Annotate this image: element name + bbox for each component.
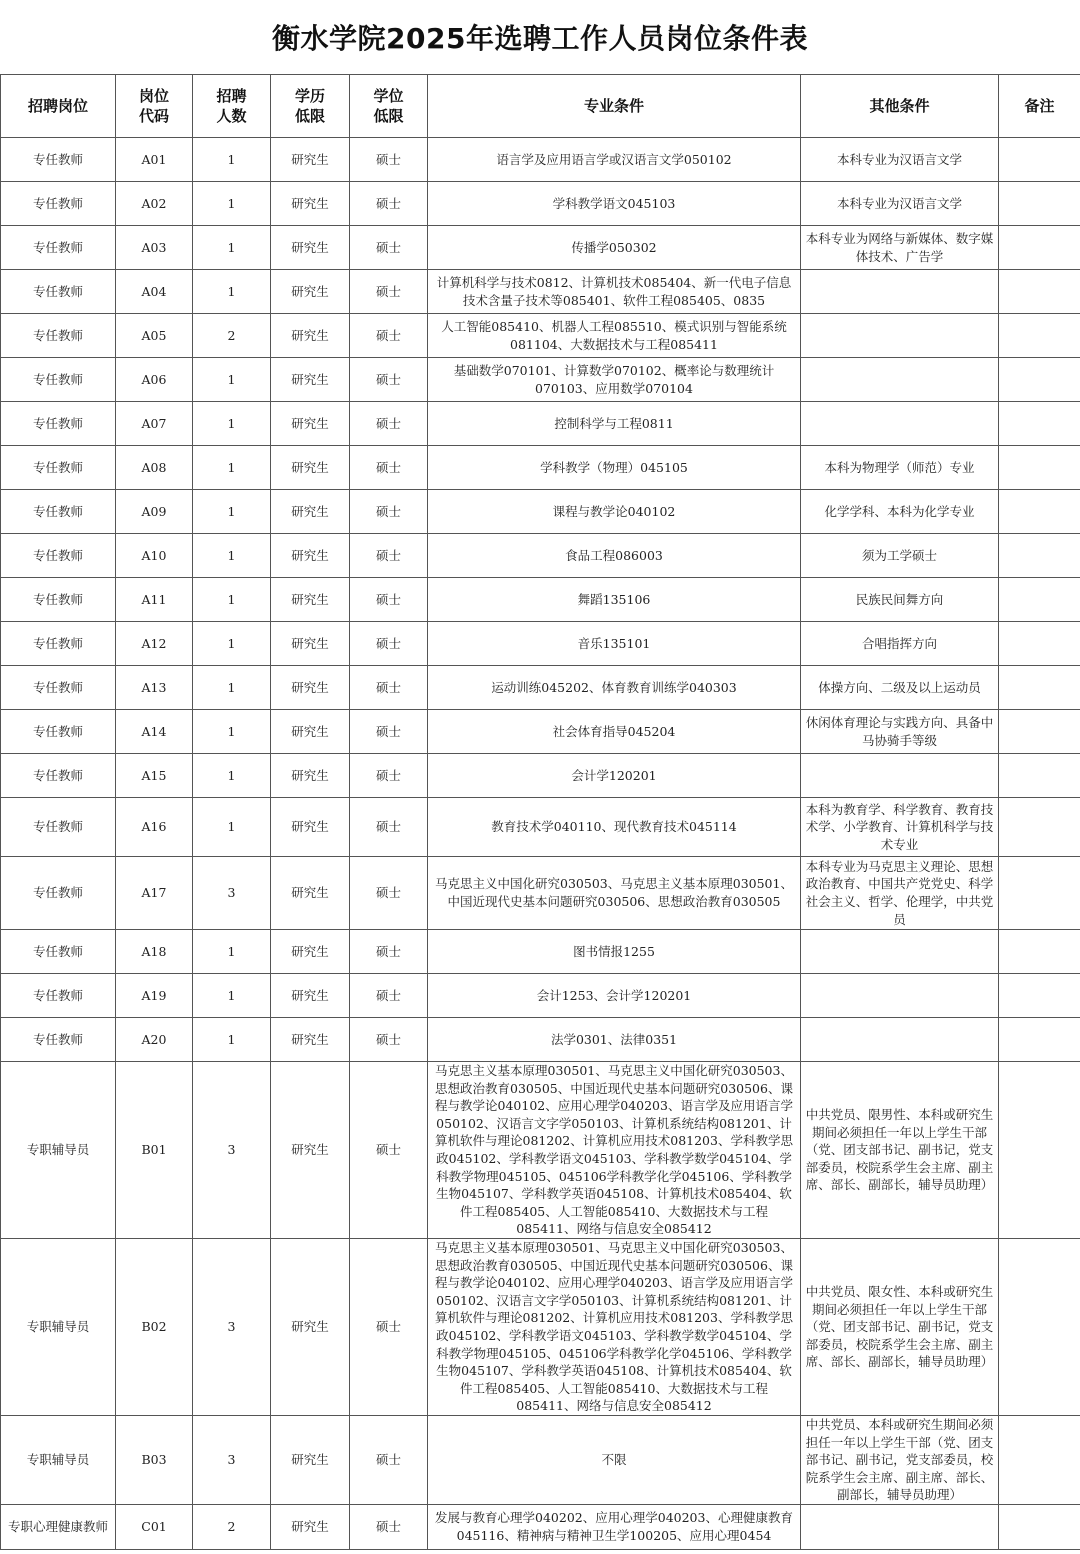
page-title: 衡水学院2025年选聘工作人员岗位条件表	[272, 22, 808, 55]
cell-remarks	[999, 666, 1080, 710]
cell-education: 研究生	[271, 358, 350, 402]
table-row	[1, 138, 1080, 182]
cell-position: 专任教师	[1, 930, 116, 974]
cell-other	[801, 1018, 999, 1062]
cell-code: A15	[116, 754, 193, 798]
cell-position: 专职辅导员	[1, 1416, 116, 1505]
cell-code: A03	[116, 226, 193, 270]
cell-position: 专任教师	[1, 402, 116, 446]
cell-education: 研究生	[271, 930, 350, 974]
cell-education: 研究生	[271, 754, 350, 798]
cell-major: 学科教学（物理）045105	[428, 446, 801, 490]
cell-major: 马克思主义基本原理030501、马克思主义中国化研究030503、思想政治教育030505、中国近现代史基本问题研究030506、课程与教学论040102、应用心理学040203、语言学及应用语言学050102、汉语言文字学050103、计算机系统结构081201、计算机软件与理论081202、计算机应用技术081203、学科教学思政045102、学科教学语文045103、学科教学数学045104、学科教学物理045105、045106学科教学化学045106、学科教学生物045107、学科教学英语045108、计算机技术085404、软件工程085405、人工智能085410、大数据技术与工程085411、网络与信息安全085412	[428, 1062, 801, 1239]
cell-count: 1	[193, 754, 271, 798]
cell-count: 1	[193, 974, 271, 1018]
table-row	[1, 314, 1080, 358]
cell-major: 传播学050302	[428, 226, 801, 270]
cell-education: 研究生	[271, 1239, 350, 1416]
cell-count: 1	[193, 798, 271, 857]
cell-position: 专任教师	[1, 666, 116, 710]
cell-major: 运动训练045202、体育教育训练学040303	[428, 666, 801, 710]
table-row	[1, 930, 1080, 974]
table-row	[1, 974, 1080, 1018]
cell-education: 研究生	[271, 798, 350, 857]
cell-remarks	[999, 402, 1080, 446]
cell-code: A17	[116, 857, 193, 930]
cell-other: 休闲体育理论与实践方向、具备中马协骑手等级	[801, 710, 999, 754]
cell-position: 专任教师	[1, 534, 116, 578]
cell-remarks	[999, 1062, 1080, 1239]
table-row	[1, 358, 1080, 402]
table-row	[1, 1018, 1080, 1062]
cell-remarks	[999, 857, 1080, 930]
cell-other: 本科专业为汉语言文学	[801, 182, 999, 226]
cell-remarks	[999, 798, 1080, 857]
cell-code: A09	[116, 490, 193, 534]
cell-degree: 硕士	[350, 622, 428, 666]
cell-count: 1	[193, 402, 271, 446]
cell-position: 专职辅导员	[1, 1062, 116, 1239]
cell-education: 研究生	[271, 578, 350, 622]
cell-count: 2	[193, 314, 271, 358]
cell-count: 3	[193, 857, 271, 930]
cell-major: 会计学120201	[428, 754, 801, 798]
cell-education: 研究生	[271, 1018, 350, 1062]
cell-degree: 硕士	[350, 710, 428, 754]
cell-other: 本科专业为汉语言文学	[801, 138, 999, 182]
cell-count: 1	[193, 930, 271, 974]
cell-education: 研究生	[271, 490, 350, 534]
cell-education: 研究生	[271, 138, 350, 182]
table-row	[1, 798, 1080, 857]
cell-other: 本科为物理学（师范）专业	[801, 446, 999, 490]
table-body	[1, 138, 1080, 1550]
cell-position: 专任教师	[1, 314, 116, 358]
cell-major: 食品工程086003	[428, 534, 801, 578]
cell-other: 民族民间舞方向	[801, 578, 999, 622]
cell-position: 专任教师	[1, 490, 116, 534]
cell-education: 研究生	[271, 666, 350, 710]
table-row	[1, 710, 1080, 754]
cell-remarks	[999, 182, 1080, 226]
cell-remarks	[999, 710, 1080, 754]
cell-degree: 硕士	[350, 1504, 428, 1549]
cell-major: 法学0301、法律0351	[428, 1018, 801, 1062]
cell-education: 研究生	[271, 182, 350, 226]
cell-count: 1	[193, 358, 271, 402]
table-row	[1, 402, 1080, 446]
cell-other: 合唱指挥方向	[801, 622, 999, 666]
cell-degree: 硕士	[350, 857, 428, 930]
cell-degree: 硕士	[350, 226, 428, 270]
cell-education: 研究生	[271, 270, 350, 314]
cell-degree: 硕士	[350, 754, 428, 798]
cell-degree: 硕士	[350, 1062, 428, 1239]
cell-education: 研究生	[271, 534, 350, 578]
table-row	[1, 490, 1080, 534]
cell-code: A20	[116, 1018, 193, 1062]
table-row	[1, 534, 1080, 578]
positions-table	[0, 74, 1080, 1550]
cell-major: 不限	[428, 1416, 801, 1505]
header-row	[1, 75, 1080, 138]
cell-position: 专任教师	[1, 754, 116, 798]
cell-education: 研究生	[271, 857, 350, 930]
cell-code: B02	[116, 1239, 193, 1416]
table-row	[1, 622, 1080, 666]
cell-degree: 硕士	[350, 798, 428, 857]
cell-code: A02	[116, 182, 193, 226]
cell-position: 专任教师	[1, 182, 116, 226]
cell-code: A08	[116, 446, 193, 490]
cell-major: 课程与教学论040102	[428, 490, 801, 534]
cell-remarks	[999, 1018, 1080, 1062]
cell-other	[801, 270, 999, 314]
cell-major: 会计1253、会计学120201	[428, 974, 801, 1018]
cell-degree: 硕士	[350, 666, 428, 710]
header-major: 专业条件	[428, 75, 801, 138]
cell-other: 本科专业为马克思主义理论、思想政治教育、中国共产党党史、科学社会主义、哲学、伦理学，中共党员	[801, 857, 999, 930]
cell-position: 专任教师	[1, 710, 116, 754]
cell-other	[801, 402, 999, 446]
cell-remarks	[999, 930, 1080, 974]
cell-major: 计算机科学与技术0812、计算机技术085404、新一代电子信息技术含量子技术等085401、软件工程085405、0835	[428, 270, 801, 314]
table-row	[1, 1504, 1080, 1549]
cell-code: A10	[116, 534, 193, 578]
cell-other	[801, 754, 999, 798]
cell-code: A19	[116, 974, 193, 1018]
cell-major: 人工智能085410、机器人工程085510、模式识别与智能系统081104、大数据技术与工程085411	[428, 314, 801, 358]
cell-code: C01	[116, 1504, 193, 1549]
table-row	[1, 446, 1080, 490]
cell-education: 研究生	[271, 710, 350, 754]
cell-degree: 硕士	[350, 930, 428, 974]
cell-degree: 硕士	[350, 490, 428, 534]
cell-position: 专任教师	[1, 446, 116, 490]
cell-major: 基础数学070101、计算数学070102、概率论与数理统计070103、应用数学070104	[428, 358, 801, 402]
cell-count: 1	[193, 578, 271, 622]
cell-code: A16	[116, 798, 193, 857]
cell-remarks	[999, 270, 1080, 314]
cell-code: A07	[116, 402, 193, 446]
cell-other	[801, 314, 999, 358]
cell-education: 研究生	[271, 446, 350, 490]
cell-count: 1	[193, 622, 271, 666]
cell-education: 研究生	[271, 974, 350, 1018]
cell-remarks	[999, 578, 1080, 622]
cell-remarks	[999, 138, 1080, 182]
cell-remarks	[999, 974, 1080, 1018]
header-education: 学历 低限	[271, 75, 350, 138]
cell-other	[801, 974, 999, 1018]
header-position: 招聘岗位	[1, 75, 116, 138]
cell-major: 马克思主义中国化研究030503、马克思主义基本原理030501、中国近现代史基本问题研究030506、思想政治教育030505	[428, 857, 801, 930]
cell-education: 研究生	[271, 314, 350, 358]
cell-education: 研究生	[271, 226, 350, 270]
cell-degree: 硕士	[350, 578, 428, 622]
cell-position: 专任教师	[1, 226, 116, 270]
cell-other: 须为工学硕士	[801, 534, 999, 578]
cell-other: 中共党员、本科或研究生期间必须担任一年以上学生干部（党、团支部书记、副书记，党支部委员，校院系学生会主席、副主席、部长、副部长，辅导员助理）	[801, 1416, 999, 1505]
cell-other	[801, 1504, 999, 1549]
table-row	[1, 754, 1080, 798]
cell-position: 专任教师	[1, 622, 116, 666]
table-row	[1, 1239, 1080, 1416]
table-row	[1, 270, 1080, 314]
header-remarks: 备注	[999, 75, 1080, 138]
cell-degree: 硕士	[350, 1239, 428, 1416]
cell-code: B01	[116, 1062, 193, 1239]
cell-code: B03	[116, 1416, 193, 1505]
cell-other: 本科为教育学、科学教育、教育技术学、小学教育、计算机科学与技术专业	[801, 798, 999, 857]
cell-education: 研究生	[271, 402, 350, 446]
cell-major: 发展与教育心理学040202、应用心理学040203、心理健康教育045116、精神病与精神卫生学100205、应用心理0454	[428, 1504, 801, 1549]
cell-position: 专职辅导员	[1, 1239, 116, 1416]
cell-major: 图书情报1255	[428, 930, 801, 974]
cell-degree: 硕士	[350, 358, 428, 402]
cell-degree: 硕士	[350, 1018, 428, 1062]
cell-major: 教育技术学040110、现代教育技术045114	[428, 798, 801, 857]
cell-major: 舞蹈135106	[428, 578, 801, 622]
cell-other: 化学学科、本科为化学专业	[801, 490, 999, 534]
cell-major: 学科教学语文045103	[428, 182, 801, 226]
cell-degree: 硕士	[350, 314, 428, 358]
cell-remarks	[999, 622, 1080, 666]
cell-education: 研究生	[271, 1504, 350, 1549]
cell-count: 3	[193, 1416, 271, 1505]
cell-code: A18	[116, 930, 193, 974]
cell-count: 1	[193, 182, 271, 226]
cell-count: 3	[193, 1062, 271, 1239]
cell-other: 中共党员、限女性、本科或研究生期间必须担任一年以上学生干部（党、团支部书记、副书记，党支部委员，校院系学生会主席、副主席、部长、副部长，辅导员助理）	[801, 1239, 999, 1416]
cell-count: 2	[193, 1504, 271, 1549]
cell-major: 音乐135101	[428, 622, 801, 666]
cell-code: A14	[116, 710, 193, 754]
cell-code: A11	[116, 578, 193, 622]
cell-other	[801, 930, 999, 974]
cell-remarks	[999, 754, 1080, 798]
cell-degree: 硕士	[350, 974, 428, 1018]
header-other: 其他条件	[801, 75, 999, 138]
header-degree: 学位 低限	[350, 75, 428, 138]
cell-other: 中共党员、限男性、本科或研究生期间必须担任一年以上学生干部（党、团支部书记、副书记，党支部委员，校院系学生会主席、副主席、部长、副部长，辅导员助理）	[801, 1062, 999, 1239]
cell-position: 专任教师	[1, 138, 116, 182]
cell-major: 社会体育指导045204	[428, 710, 801, 754]
cell-education: 研究生	[271, 1416, 350, 1505]
cell-position: 专任教师	[1, 270, 116, 314]
cell-remarks	[999, 1239, 1080, 1416]
cell-position: 专任教师	[1, 358, 116, 402]
cell-position: 专任教师	[1, 798, 116, 857]
cell-degree: 硕士	[350, 402, 428, 446]
cell-count: 3	[193, 1239, 271, 1416]
cell-remarks	[999, 358, 1080, 402]
cell-code: A12	[116, 622, 193, 666]
cell-position: 专职心理健康教师	[1, 1504, 116, 1549]
cell-code: A05	[116, 314, 193, 358]
table-row	[1, 1416, 1080, 1505]
cell-count: 1	[193, 666, 271, 710]
cell-position: 专任教师	[1, 578, 116, 622]
cell-count: 1	[193, 226, 271, 270]
cell-major: 语言学及应用语言学或汉语言文学050102	[428, 138, 801, 182]
cell-education: 研究生	[271, 622, 350, 666]
table-row	[1, 226, 1080, 270]
cell-count: 1	[193, 270, 271, 314]
cell-remarks	[999, 1504, 1080, 1549]
cell-count: 1	[193, 1018, 271, 1062]
cell-remarks	[999, 446, 1080, 490]
cell-remarks	[999, 226, 1080, 270]
cell-count: 1	[193, 138, 271, 182]
cell-degree: 硕士	[350, 182, 428, 226]
table-row	[1, 182, 1080, 226]
cell-other	[801, 358, 999, 402]
cell-remarks	[999, 1416, 1080, 1505]
cell-remarks	[999, 314, 1080, 358]
cell-degree: 硕士	[350, 534, 428, 578]
cell-code: A01	[116, 138, 193, 182]
header-code: 岗位 代码	[116, 75, 193, 138]
cell-position: 专任教师	[1, 1018, 116, 1062]
cell-other: 体操方向、二级及以上运动员	[801, 666, 999, 710]
cell-education: 研究生	[271, 1062, 350, 1239]
cell-position: 专任教师	[1, 857, 116, 930]
cell-count: 1	[193, 490, 271, 534]
header-count: 招聘 人数	[193, 75, 271, 138]
table-row	[1, 578, 1080, 622]
cell-remarks	[999, 490, 1080, 534]
cell-code: A04	[116, 270, 193, 314]
cell-code: A13	[116, 666, 193, 710]
cell-position: 专任教师	[1, 974, 116, 1018]
cell-count: 1	[193, 446, 271, 490]
cell-major: 马克思主义基本原理030501、马克思主义中国化研究030503、思想政治教育030505、中国近现代史基本问题研究030506、课程与教学论040102、应用心理学040203、语言学及应用语言学050102、汉语言文字学050103、计算机系统结构081201、计算机软件与理论081202、计算机应用技术081203、学科教学思政045102、学科教学语文045103、学科教学数学045104、学科教学物理045105、045106学科教学化学045106、学科教学生物045107、学科教学英语045108、计算机技术085404、软件工程085405、人工智能085410、大数据技术与工程085411、网络与信息安全085412	[428, 1239, 801, 1416]
table-row	[1, 857, 1080, 930]
cell-degree: 硕士	[350, 1416, 428, 1505]
cell-remarks	[999, 534, 1080, 578]
cell-count: 1	[193, 710, 271, 754]
cell-degree: 硕士	[350, 446, 428, 490]
cell-code: A06	[116, 358, 193, 402]
cell-other: 本科专业为网络与新媒体、数字媒体技术、广告学	[801, 226, 999, 270]
table-row	[1, 666, 1080, 710]
cell-degree: 硕士	[350, 138, 428, 182]
cell-count: 1	[193, 534, 271, 578]
cell-degree: 硕士	[350, 270, 428, 314]
cell-major: 控制科学与工程0811	[428, 402, 801, 446]
table-row	[1, 1062, 1080, 1239]
